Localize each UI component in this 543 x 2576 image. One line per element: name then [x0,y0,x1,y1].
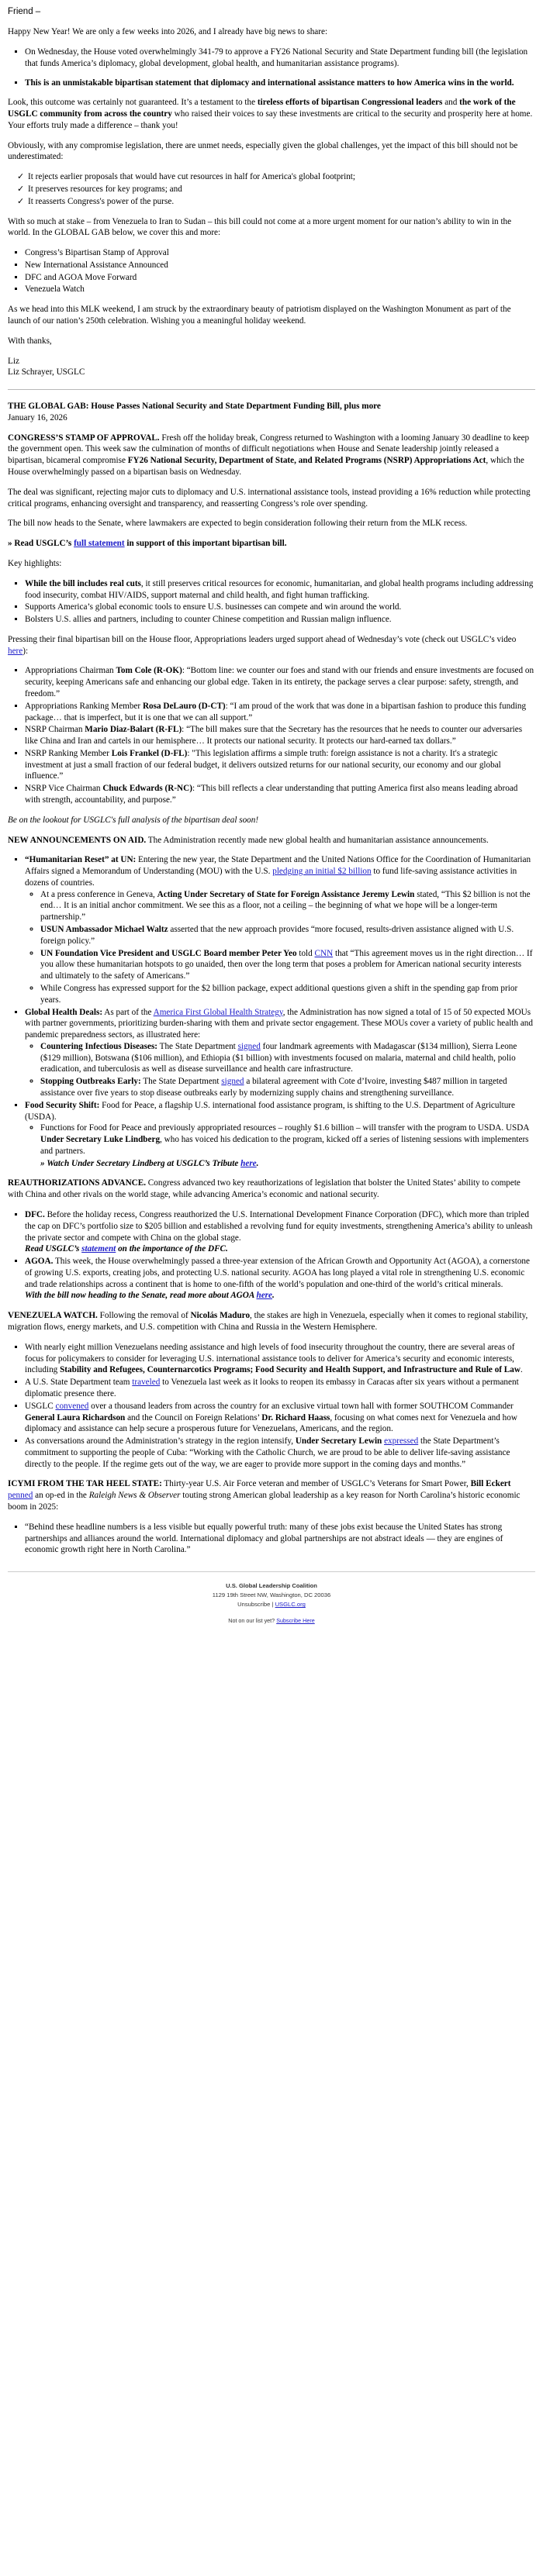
text-run: , which the House overwhelmingly passed on a bipartisan basis on Wednesday. [8,456,524,478]
list-item [25,1342,535,1376]
list-item: ▪ New International Assistance Announced [25,260,535,271]
intro-paragraph: Happy New Year! We are only a few weeks into 2026, and I already have big news to share: [8,27,328,37]
pledging-link[interactable]: pledging an initial $2 billion [272,867,372,877]
venezuela-list [8,1342,535,1471]
text-run: Bolsters U.S. allies and partners, including to counter Chinese competition and Russian malign influence. [25,615,392,625]
key-highlights-label: Key highlights: [8,558,62,568]
bullet-text-bold: This is an unmistakable bipartisan statement that diplomacy and international assistance matters to how America wins in the world. [25,78,514,88]
traveled-link[interactable]: traveled [132,1378,161,1388]
text-run: , it still preserves critical resources for economic, humanitarian, and global health programs including addressing food insecurity, combat HIV/AIDS, support maternal and child health, and fight human trafficking. [25,578,534,600]
text-run-bold: Acting Under Secretary of State for Foreign Assistance Jeremy Lewin [157,889,415,899]
key-highlights-list [8,578,535,626]
text-run: over a thousand leaders from across the country for an exclusive virtual town hall with former SOUTHCOM Commander [88,1401,514,1411]
list-item [40,1041,535,1075]
text-run: told [296,948,315,958]
list-item [25,1007,535,1099]
reauth-list [8,1209,535,1302]
list-item [25,1436,535,1470]
closing: With thanks, [8,336,52,346]
text-run: Food for Peace, a flagship U.S. international food assistance program, is shifting to the U.S. Department of Agriculture (USDA). [25,1100,515,1122]
list-item [40,948,535,982]
text-run-bold: General Laura Richardson [25,1412,126,1422]
text-run: Following the removal of [97,1311,191,1321]
text-run: . [256,1158,259,1168]
text-run: Read USGLC’s [25,1244,82,1254]
congress-paragraph-2: The deal was significant, rejecting major cuts to diplomacy and U.S. international assistance tools, instead providing a 16% reduction while protecting critical programs, enhancing oversight and transparency, and reasserting Congress’s role over spending. [8,487,531,509]
footer-unsubscribe-line [8,1600,535,1609]
lookout-note [8,815,535,826]
section-heading: ICYMI FROM THE TAR HEEL STATE: [8,1479,162,1489]
text-run: , the stakes are high in Venezuela, especially when it comes to regional stability, migration flows, energy markets, and U.S. competition with China and Russia in the Western Hemisphere. [8,1311,528,1333]
signature-full-name: Liz Schrayer, USGLC [8,367,85,378]
legislator-name: Tom Cole (R-OK) [116,666,182,676]
section-heading: VENEZUELA WATCH. [8,1311,98,1321]
text-run: who raised their voices to say these investments are critical to the security and prosperity here at home. Your efforts truly made a difference – thank you! [8,109,533,130]
signed-link[interactable]: signed [237,1041,261,1051]
text-run: Appropriations Ranking Member [25,701,143,711]
signature [8,356,535,379]
list-item [40,889,535,923]
quote-text: : "This legislation affirms a simple truth: foreign assistance is not a charity. It's a strategic investment at just a small fraction of our federal budget, it delivers outsized returns for our national security, our economy and our global influence.” [25,748,501,781]
text-run: a bilateral agreement with Cote d’Ivoire, investing $487 million in targeted assistance over five years to stop disease outbreaks early by modernizing supply chains and strengthening surveillance. [40,1077,507,1098]
list-item [25,1377,535,1400]
paragraph-obviously: Obviously, with any compromise legislation, there are unmet needs, especially given the global challenges, yet the impact of this bill should not be underestimated: [8,140,518,162]
legislator-name: Chuck Edwards (R-NC) [102,784,192,794]
text-run: USGLC [25,1401,56,1411]
toc-list [8,247,535,295]
check-icon: ✓ [17,184,25,194]
list-item [25,701,535,724]
expressed-link[interactable]: expressed [384,1436,419,1447]
text-run: to Venezuela last week as it looks to reopen its embassy in Caracas after six years without a permanent diplomatic presence there. [25,1378,519,1398]
paragraph-look [8,97,535,131]
text-run: Appropriations Chairman [25,666,116,676]
list-item [17,184,535,195]
text-run: in support of this important bipartisan bill. [124,539,287,549]
pressing-paragraph [8,634,535,657]
text-run: and [442,98,460,108]
text-run-bold: tireless efforts of bipartisan Congressional leaders [257,98,443,108]
text-run: NSRP Vice Chairman [25,784,103,794]
list-item [40,983,535,1006]
quotes-list [8,665,535,805]
check-text: It rejects earlier proposals that would have cut resources in half for America's global footprint; [28,172,356,182]
gab-date: January 16, 2026 [8,412,67,422]
text-run: NSRP Chairman [25,725,85,735]
paragraph-mlk: As we head into this MLK weekend, I am struck by the extraordinary beauty of patriotism displayed on the Washington Monument as part of the launch of our nation’s 250th celebration. Wishing you a meaningful holiday weekend. [8,305,511,326]
list-item [25,783,535,806]
icymi-quote-list [8,1522,535,1556]
legislator-name: Lois Frankel (D-FL) [111,748,188,758]
text-run: The Administration recently made new global health and humanitarian assistance announcements. [146,835,489,845]
subscribe-prompt: Not on our list yet? [228,1616,277,1624]
convened-link[interactable]: convened [55,1401,89,1411]
unsubscribe-label[interactable]: Unsubscribe | [237,1601,275,1609]
text-run: Thirty-year U.S. Air Force veteran and member of USGLC’s Veterans for Smart Power, [161,1479,471,1489]
text-run: NSRP Ranking Member [25,748,112,758]
congress-paragraph-1 [8,433,535,478]
list-item: ▪ DFC and AGOA Move Forward [25,272,535,284]
list-item [25,854,535,1005]
text-run: With nearly eight million Venezuelans needing assistance and high levels of food insecurity throughout the country, there are several areas of focus for policymakers to consider for leveraging U.S. international assistance tools to deliver for America’s security and economic interests, including [25,1342,515,1375]
text-run: The State Department [157,1041,238,1051]
text-run: A U.S. State Department team [25,1378,133,1388]
icymi-paragraph [8,1478,535,1512]
italic-note: Be on the lookout for USGLC's full analysis of the bipartisan deal soon! [8,815,259,825]
text-run-bold [8,539,287,548]
text-run-bold: Food Security Shift: [25,1100,100,1110]
watch-tribute-note [25,1158,535,1170]
agoa-note [25,1290,535,1302]
text-run: As conversations around the Administration’s strategy in the region intensify, [25,1436,296,1447]
list-item [25,47,535,70]
list-item [17,171,535,183]
text-run: This week, the House overwhelmingly passed a three-year extension of the African Growth and Opportunity Act (AGOA), a cornerstone of growing U.S. exports, creating jobs, and protecting U.S. national security. AGOA has long played a vital role in strengthening U.S. economic and trade relationships across a continent that is home to one-fifth of the world’s population and one-third of the world’s critical minerals. [25,1257,530,1289]
list-item [25,602,535,613]
text-run: » Watch Under Secretary Lindberg at USGLC’s Tribute [40,1158,241,1168]
list-item: ▪ Venezuela Watch [25,284,535,295]
text-run: , focusing on what comes next for Venezuela and how diplomacy and assistance can help secure a prosperous future for Venezuelans, Americans, and the region. [25,1412,517,1434]
text-run-bold: UN Foundation Vice President and USGLC Board member Peter Yeo [40,948,297,958]
text-run: asserted that the new approach provides “more focused, results-driven assistance aligned with U.S. foreign policy.” [40,925,514,946]
bullet-text: On Wednesday, the House voted overwhelmingly 341-79 to approve a FY26 National Security and State Department funding bill (the legislation that funds America’s diplomacy, global development, global health, and humanitarian assistance programs). [25,47,528,68]
list-item [25,748,535,782]
list-item [25,614,535,626]
check-text: It reasserts Congress's power of the purse. [28,196,175,206]
text-run: Supports America’s global economic tools to ensure U.S. businesses can compete and win around the world. [25,602,402,612]
signature-first-name: Liz [8,356,19,366]
text-run-bold: Stability and Refugees, Counternarcotics Programs; Food Security and Health Support, and Infrastructure and Rule of Law [60,1365,521,1375]
text-run: As part of the [102,1007,154,1017]
full-statement-link[interactable]: full statement [74,539,125,549]
aid-list [8,854,535,1169]
text-run-bold: Global Health Deals: [25,1007,103,1017]
gab-title: THE GLOBAL GAB: House Passes National Security and State Department Funding Bill, plus more [8,402,381,412]
quote-text: : “I am proud of the work that was done in a bipartisan fashion to produce this funding package… that is imperfect, but it is one that we can all support.” [25,701,527,722]
text-run-bold: DFC. [25,1210,45,1220]
text-run: the State Department’s commitment to supporting the people of Cuba: “Working with the Catholic Church, we are proud to be able to deliver life-saving assistance directly to the people. If the regime gets out of the way, we are eager to provide more support in the coming days and months.” [25,1436,510,1469]
list-item [25,578,535,602]
aid-sublist [25,889,535,1006]
paragraph-stake: With so much at stake – from Venezuela to Iran to Sudan – this bill could not come at a more urgent moment for our nation’s ability to win in the world. In the GLOBAL GAB below, we cover this and more: [8,216,512,238]
check-icon: ✓ [17,172,25,182]
text-run: Look, this outcome was certainly not guaranteed. It’s a testament to the [8,98,258,108]
text-run: With the bill now heading to the Senate, read more about AGOA [25,1291,257,1301]
text-run-bold: “Humanitarian Reset” at UN: [25,855,137,865]
reauth-intro [8,1178,535,1201]
salutation: Friend – [8,7,41,16]
text-run: At a press conference in Geneva, [40,889,157,899]
list-item [25,724,535,747]
aid-intro [8,835,535,847]
legislator-name: Rosa DeLauro (D-CT) [142,701,226,711]
congress-paragraph-3: The bill now heads to the Senate, where lawmakers are expected to begin consideration following their return from the MLK recess. [8,519,468,529]
subscribe-here-link[interactable]: Subscribe Here [276,1616,315,1624]
dfc-statement-note [25,1243,535,1255]
text-run: touting strong American global leadership as a key reason for North Carolina’s historic economic boom in 2025: [8,1491,521,1512]
dfc-statement-link[interactable]: statement [81,1244,116,1254]
text-run-bold: the work of the USGLC community from across the country [8,98,516,119]
text-run: on the importance of the DFC. [116,1244,228,1254]
check-text: It preserves resources for key programs; and [28,184,182,194]
text-run: that “This agreement moves us in the right direction… If you allow these humanitarian hotspots to go unaided, then over the long term that poses a problem for American national security interests and ultimately to the safety of Americans.” [40,948,533,981]
impact-checklist [8,171,535,207]
text-run-bold: Bill Eckert [470,1479,511,1489]
list-item [17,196,535,208]
footer-org-name: U.S. Global Leadership Coalition [226,1582,317,1590]
text-run: Pressing their final bipartisan bill on the House floor, Appropriations leaders urged support ahead of Wednesday’s vote (check out USGLC’s video [8,634,517,644]
list-item [25,1401,535,1435]
text-run-bold: Countering Infectious Diseases: [40,1041,158,1051]
text-run-bold: Nicolás Maduro [190,1311,251,1321]
list-item: ▪ “Behind these headline numbers is a less visible but equally powerful truth: many of these jobs exist because the United States has strong partnerships and alliances around the world. International diplomacy and global partnerships are not abstract ideals — they are engines of economic growth right here in North Carolina.” [25,1522,535,1556]
text-run-bold: USUN Ambassador Michael Waltz [40,925,168,935]
footer-subscribe-line [8,1616,535,1626]
list-item [25,1209,535,1255]
section-heading: CONGRESS’S STAMP OF APPROVAL. [8,433,160,443]
divider [8,389,535,390]
text-run: Entering the new year, the State Department and the United Nations Office for the Coordination of Humanitarian Affairs signed a Memorandum of Understanding (MOU) with the U.S. [25,855,531,877]
intro-bullets [8,47,535,88]
list-item [25,665,535,699]
list-item [40,1076,535,1099]
text-run: Functions for Food for Peace and previously appropriated resources – roughly $1.6 billion – will transfer with the program to USDA. USDA [40,1123,529,1133]
text-run: an op-ed in the [33,1491,89,1501]
text-run: The State Department [140,1077,222,1087]
signed-link[interactable]: signed [221,1077,244,1087]
text-run: to fund life-saving assistance activities in dozens of countries. [25,867,517,888]
quote-text: : “This bill reflects a clear understanding that putting America first also means leading abroad with strength, accountability, and purpose.” [25,784,518,805]
text-run: , who has voiced his dedication to the program, kicked off a series of listening sessions with implementers and partners. [40,1135,529,1156]
text-run: . [520,1365,523,1375]
text-run-bold: While the bill includes real cuts [25,578,141,588]
quote-text: : “Bottom line: we counter our foes and stand with our friends and ensure investments are focused on security, keeping Americans safe and enhancing our global edge. Taken in its entirety, the package serves a clear purpose: safety, strength, and freedom.” [25,666,534,698]
america-first-global-health-strategy-link[interactable]: America First Global Health Strategy [153,1007,283,1017]
text-run: » Read USGLC’s [8,539,74,549]
email-footer [8,1571,535,1636]
food-sublist [25,1122,535,1157]
text-run: , the Administration has now signed a total of 15 of 50 expected MOUs with partner governments, prioritizing burden-sharing with them and private sector engagement. These MOUs cover a variety of public health and pandemic preparedness sectors, as illustrated here: [25,1007,533,1040]
cnn-link[interactable]: CNN [314,948,334,958]
video-here-link[interactable]: here [8,646,23,656]
text-run-bold: Under Secretary Lewin [295,1436,382,1447]
text-run-bold: FY26 National Security, Department of State, and Related Programs (NSRP) Appropriations Act [127,456,486,466]
penned-link[interactable]: penned [8,1491,33,1501]
legislator-name: Mario Diaz-Balart (R-FL) [85,725,182,735]
text-run-bold: AGOA. [25,1257,54,1267]
list-item: ▪ Congress’s Bipartisan Stamp of Approval [25,247,535,259]
list-item [40,1122,535,1157]
text-run: ): [22,646,29,656]
tribute-here-link[interactable]: here [240,1158,257,1168]
publication-name: Raleigh News & Observer [88,1491,181,1501]
list-item [25,1256,535,1302]
venezuela-intro [8,1310,535,1333]
text-run: Congress advanced two key reauthorizations of legislation that bolster the United States’ ability to compete with China and other rivals on the world stage, while advancing America’s economic and national security. [8,1178,521,1200]
text-run-bold: Under Secretary Luke Lindberg [40,1135,161,1145]
text-run: While Congress has expressed support for the $2 billion package, expect additional questions given a shift in the spending gap from prior years. [40,983,518,1005]
text-run: Before the holiday recess, Congress reauthorized the U.S. International Development Finance Corporation (DFC), which more than tripled the cap on DFC’s portfolio size to $205 billion and established a revolving fund for equity investments, strengthening America’s ability to unleash the private sector and compete with China on the global stage. [25,1210,533,1243]
quote-text: : “The bill makes sure that the Secretary has the resources that he needs to counter our adversaries like China and Iran and cartels in our hemisphere… It protects our national security. It protects our hard-earned tax dollars.” [25,725,523,747]
agoa-here-link[interactable]: here [256,1291,272,1301]
usglc-site-link[interactable]: USGLC.org [275,1601,306,1609]
list-item [25,78,535,89]
global-health-sublist [25,1041,535,1099]
list-item [40,924,535,947]
text-run: Fresh off the holiday break, Congress returned to Washington with a looming January 30 deadline to keep the government open. This week saw the culmination of months of difficult negotiations when House and Senate leadership jointly released a bipartisan, bicameral compromise [8,433,530,466]
footer-address: 1129 19th Street NW, Washington, DC 20036 [212,1591,331,1599]
text-run-bold: Dr. Richard Haass [261,1412,330,1422]
read-statement-line [8,538,535,550]
check-icon: ✓ [17,196,25,206]
text-run: and the Council on Foreign Relations’ [125,1412,262,1422]
text-run: . [272,1291,275,1301]
section-heading: REAUTHORIZATIONS ADVANCE. [8,1178,146,1188]
section-heading: NEW ANNOUNCEMENTS ON AID. [8,835,147,845]
text-run-bold: Stopping Outbreaks Early: [40,1077,141,1087]
text-run: stated, “This $2 billion is not the end… It is an initial anchor commitment. We see this as a floor, not a ceiling – the beginning of what we hope will be a longer-term partnership.” [40,889,531,922]
list-item [25,1100,535,1170]
text-run: four landmark agreements with Madagascar ($134 million), Sierra Leone ($129 million), Botswana ($106 million), and Ethiopia ($1 billion) with investments focused on malaria, maternal and child health, polio eradication, and tuberculosis as well as disease surveillance and health care infrastructure. [40,1041,517,1074]
